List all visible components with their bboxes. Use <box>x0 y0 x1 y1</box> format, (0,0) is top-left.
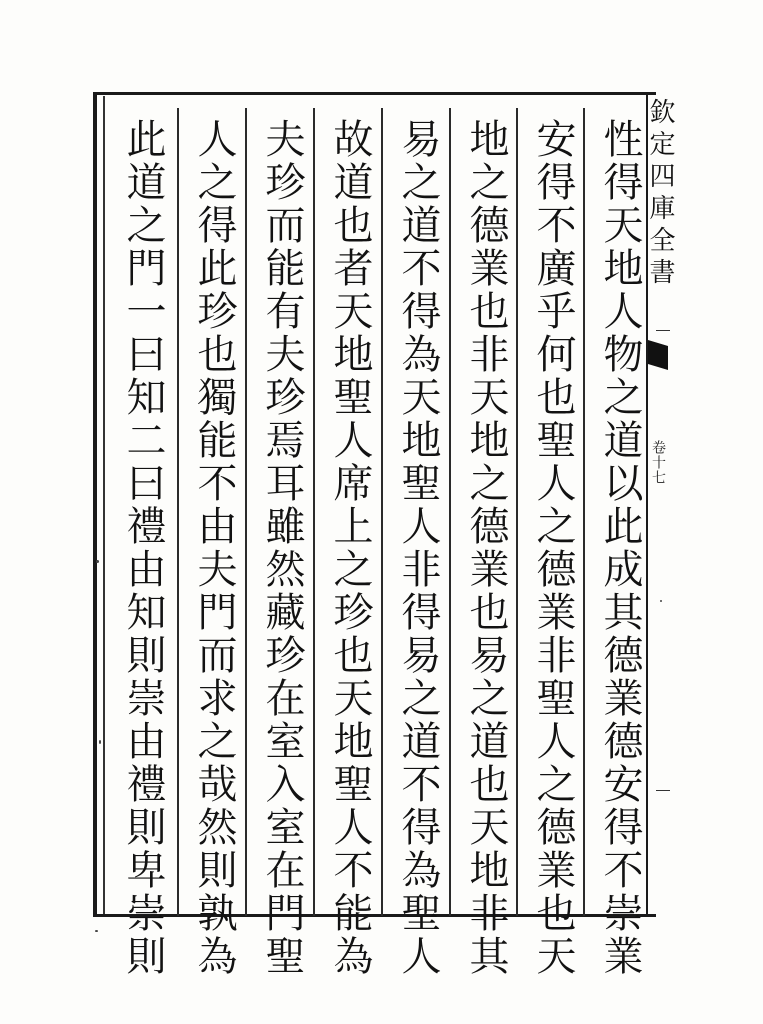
column-rule <box>381 108 383 916</box>
text-column-6 <box>259 118 305 978</box>
column-rule <box>245 108 247 916</box>
column-rule <box>313 108 315 916</box>
text-column-4 <box>395 118 441 978</box>
column-rule <box>449 108 451 916</box>
text-column-2 <box>530 118 576 978</box>
frame-inner-border <box>103 96 105 914</box>
column-text: 夫珍而能有夫珍焉耳雖然藏珍在室入室在門聖 <box>259 118 305 978</box>
text-column-8 <box>120 118 166 978</box>
ink-speck <box>95 930 98 932</box>
ink-speck <box>660 600 662 602</box>
text-column-5 <box>327 118 373 978</box>
column-text: 此道之門一曰知二曰禮由知則崇由禮則卑崇則 <box>120 118 166 978</box>
book-title: 欽定四庫全書 <box>645 98 675 290</box>
text-column-1 <box>597 118 643 978</box>
ink-speck <box>99 740 101 744</box>
column-rule <box>177 108 179 916</box>
column-text: 地之德業也非天地之德業也易之道也天地非其 <box>463 118 509 978</box>
column-text: 易之道不得為天地聖人非得易之道不得為聖人 <box>395 118 441 978</box>
text-column-7 <box>191 118 237 978</box>
column-text: 安得不廣乎何也聖人之德業非聖人之德業也天 <box>530 118 576 978</box>
margin-divider <box>656 790 670 791</box>
column-text: 人之得此珍也獨能不由夫門而求之哉然則孰為 <box>191 118 237 978</box>
ink-speck <box>96 560 99 563</box>
juan-number: 卷十七 <box>650 440 666 485</box>
margin-divider <box>656 330 670 331</box>
column-rule <box>516 108 518 916</box>
column-text: 故道也者天地聖人席上之珍也天地聖人不能為 <box>327 118 373 978</box>
column-rule <box>583 108 585 916</box>
text-column-3 <box>463 118 509 978</box>
column-text: 性得天地人物之道以此成其德業德安得不崇業 <box>597 118 643 978</box>
